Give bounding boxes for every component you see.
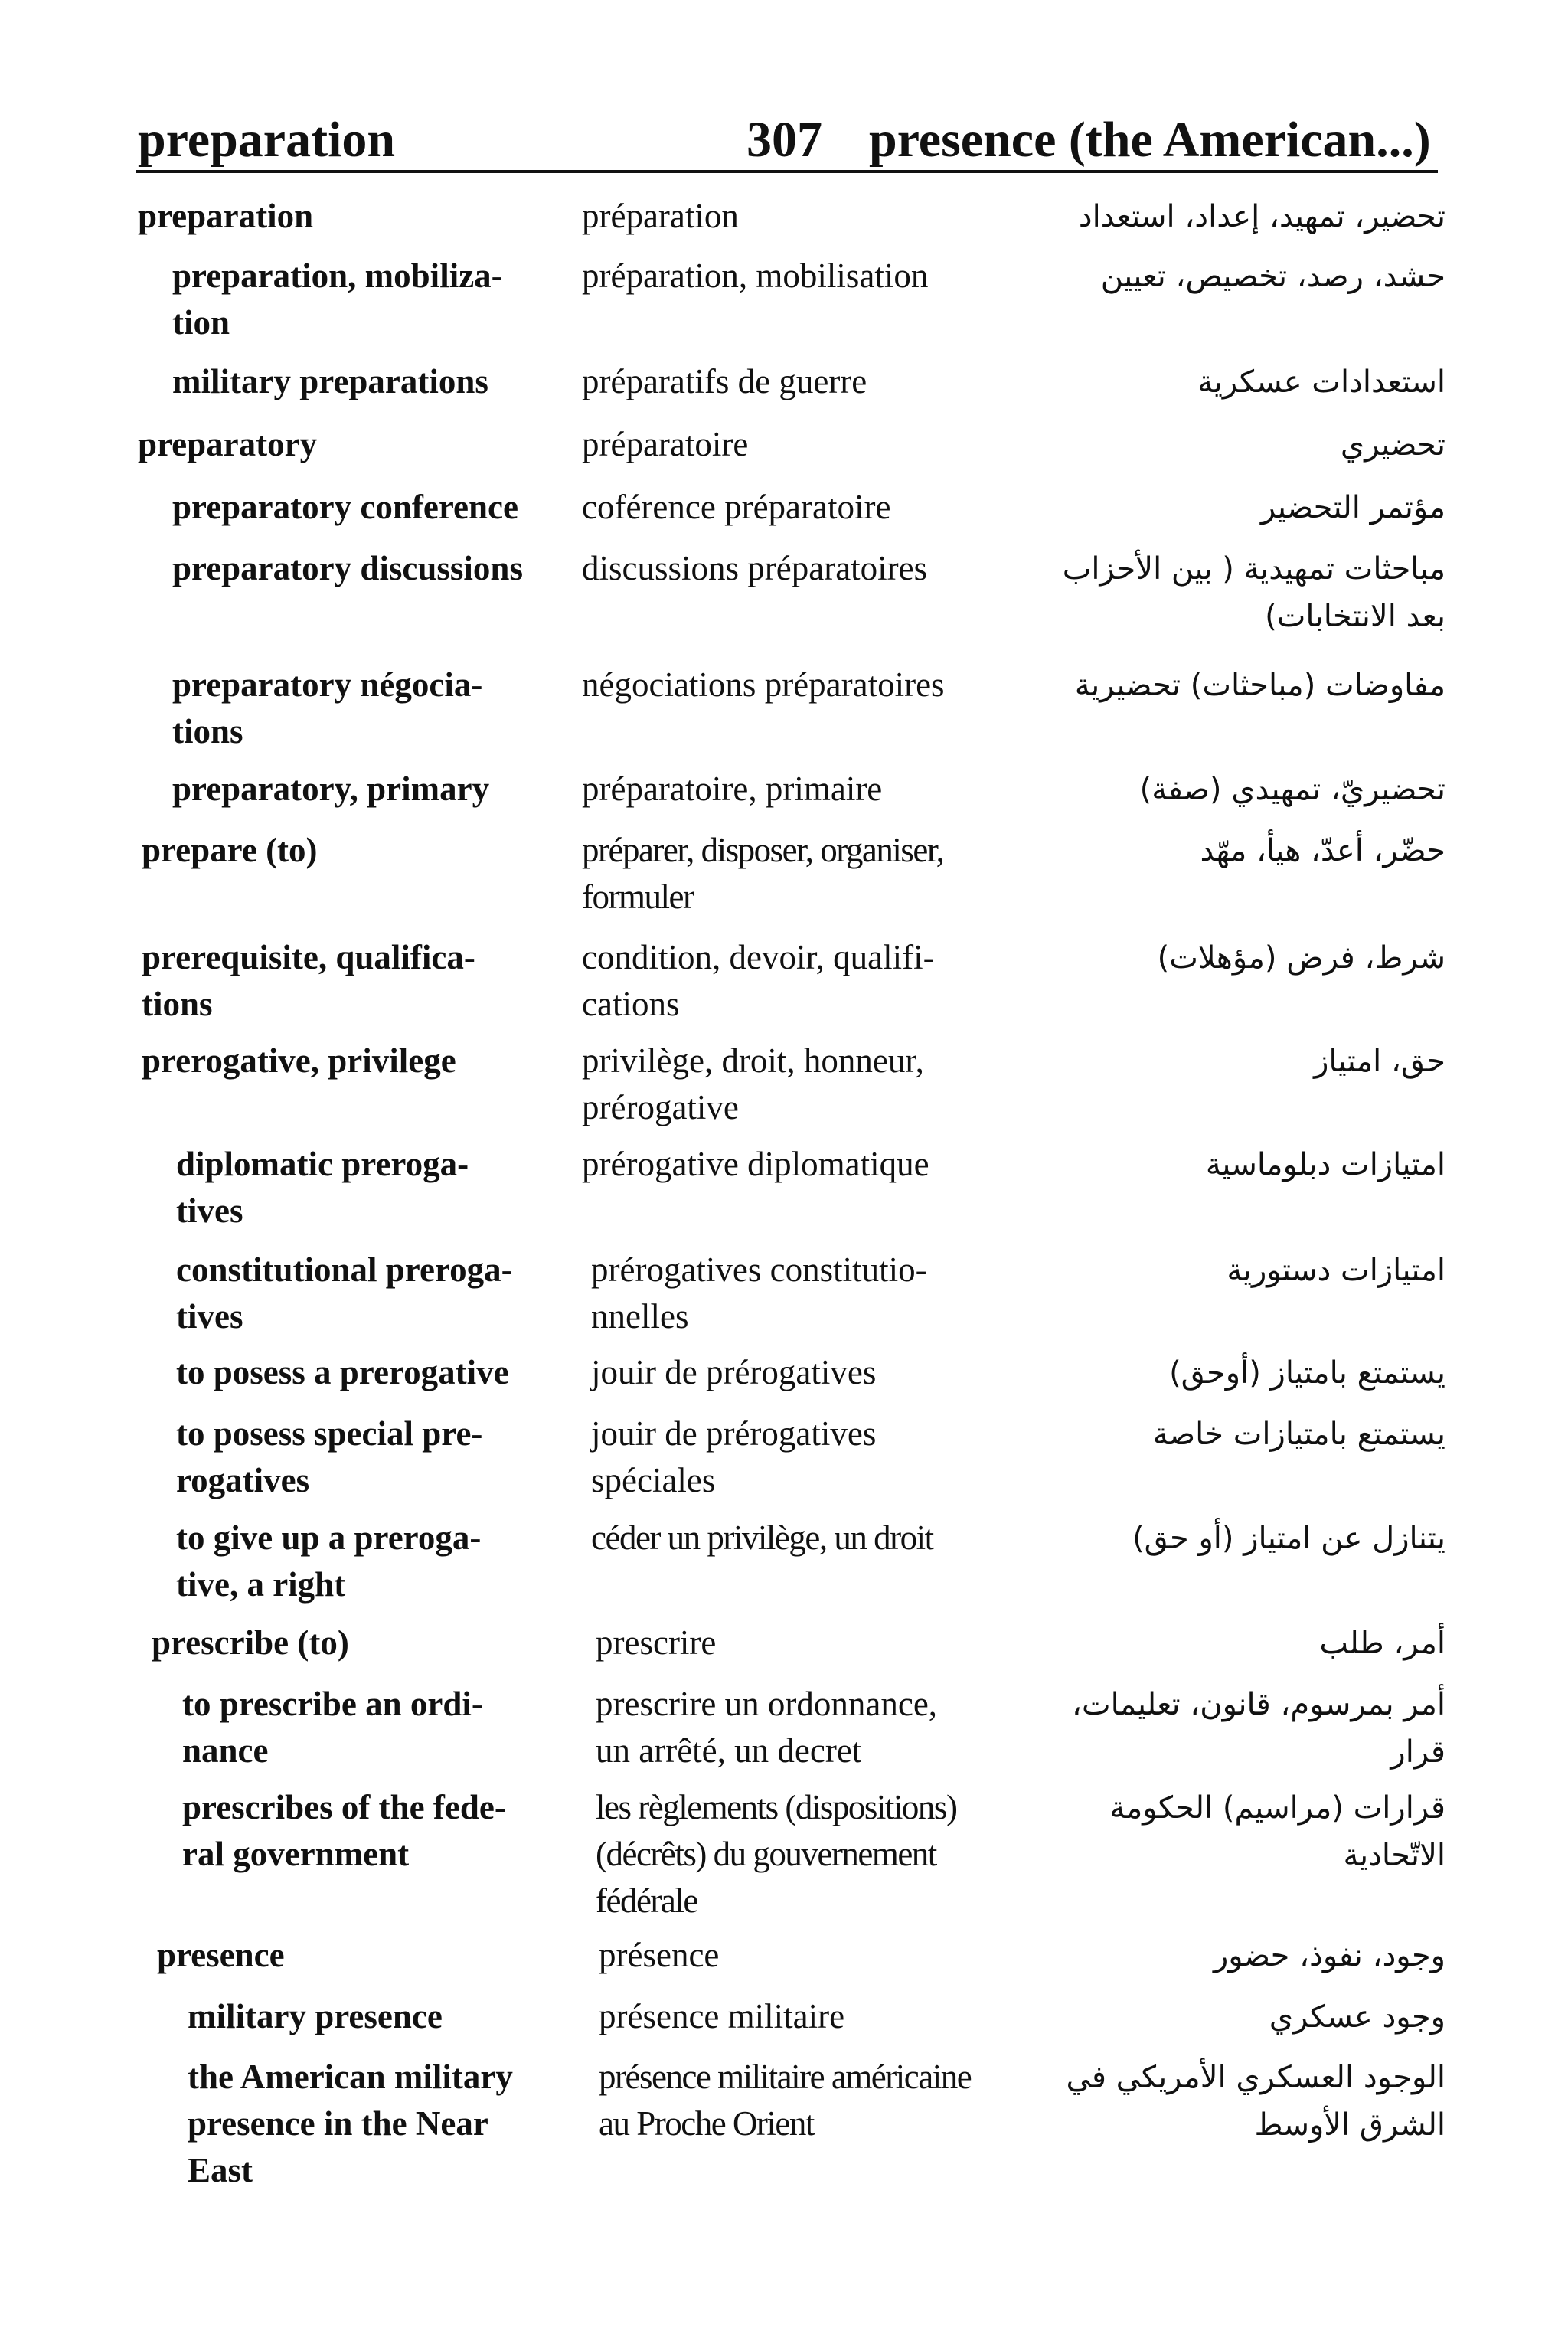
arabic-term: الوجود العسكري الأمريكي في الشرق الأوسط [1066, 2060, 1446, 2143]
english-term: preparation [138, 197, 314, 235]
arabic-term: استعدادات عسكرية [1197, 365, 1446, 400]
french-term: les règlements (dispositions) (décrêts) du gouvernement fédérale [596, 1788, 957, 1920]
french-term: présence militaire américaine au Proche Orient [599, 2058, 972, 2143]
header-right-guide-word: presence (the American...) [869, 112, 1431, 168]
arabic-term: تحضيريّ، تمهيدي (صفة) [1139, 772, 1446, 807]
arabic-term: قرارات (مراسيم) الحكومة الاتّحادية [1109, 1790, 1446, 1873]
english-term: constitutional preroga- tives [176, 1250, 513, 1335]
arabic-term: حق، امتياز [1314, 1044, 1446, 1079]
english-term: preparation, mobiliza- tion [172, 257, 503, 342]
arabic-term: وجود، نفوذ، حضور [1213, 1938, 1446, 1973]
page-number: 307 [746, 112, 822, 168]
english-term: diplomatic preroga- tives [176, 1145, 469, 1230]
header-rule [136, 170, 1438, 173]
arabic-term: امتيازات دستورية [1227, 1253, 1446, 1288]
french-term: présence [599, 1936, 720, 1974]
header-left-guide-word: preparation [138, 112, 396, 168]
arabic-term: امتيازات دبلوماسية [1205, 1147, 1446, 1182]
arabic-term: وجود عسكري [1269, 1999, 1446, 2035]
english-term: presence [157, 1936, 285, 1974]
english-term: preparatory négocia- tions [172, 665, 483, 750]
french-term: jouir de prérogatives spéciales [591, 1414, 877, 1499]
french-term: préparation [582, 197, 739, 235]
arabic-term: حشد، رصد، تخصيص، تعيين [1100, 259, 1446, 294]
french-term: négociations préparatoires [582, 665, 945, 704]
arabic-term: يستمتع بامتياز (أوحق) [1169, 1355, 1446, 1391]
french-term: discussions préparatoires [582, 549, 928, 587]
english-term: prerogative, privilege [142, 1041, 456, 1080]
english-term: military presence [188, 1997, 443, 2035]
english-term: to prescribe an ordi- nance [182, 1685, 483, 1770]
arabic-term: مؤتمر التحضير [1260, 490, 1446, 525]
french-term: présence militaire [599, 1997, 845, 2035]
french-term: préparer, disposer, organiser, formuler [582, 831, 944, 916]
french-term: préparatifs de guerre [582, 362, 867, 400]
french-term: coférence préparatoire [582, 488, 891, 526]
arabic-term: تحضيري [1340, 427, 1446, 463]
french-term: préparation, mobilisation [582, 257, 929, 295]
english-term: to posess a prerogative [176, 1353, 509, 1391]
french-term: condition, devoir, qualifi- cations [582, 938, 935, 1023]
english-term: preparatory, primary [172, 770, 490, 808]
english-term: prepare (to) [142, 831, 318, 869]
french-term: céder un privilège, un droit [591, 1519, 933, 1557]
english-term: prescribes of the fede- ral government [182, 1788, 506, 1873]
french-term: prescrire un ordonnance, un arrêté, un decret [596, 1685, 938, 1770]
english-term: to give up a preroga- tive, a right [176, 1519, 482, 1604]
french-term: privilège, droit, honneur, prérogative [582, 1041, 924, 1126]
english-term: preparatory discussions [172, 549, 523, 587]
english-term: to posess special pre- rogatives [176, 1414, 483, 1499]
arabic-term: مفاوضات (مباحثات) تحضيرية [1074, 668, 1446, 703]
french-term: prérogatives constitutio- nnelles [591, 1250, 927, 1335]
arabic-term: شرط، فرض (مؤهلات) [1157, 940, 1446, 976]
french-term: prérogative diplomatique [582, 1145, 929, 1183]
arabic-term: تحضير، تمهيد، إعداد، استعداد [1078, 199, 1446, 234]
arabic-term: حضّر، أعدّ، هيأ، مهّد [1200, 833, 1446, 868]
arabic-term: مباحثات تمهيدية ( بين الأحزاب بعد الانتخابات) [1062, 551, 1446, 634]
arabic-term: يستمتع بامتيازات خاصة [1152, 1417, 1446, 1452]
english-term: the American military presence in the Near East [188, 2058, 513, 2189]
french-term: préparatoire [582, 425, 749, 463]
english-term: prerequisite, qualifica- tions [142, 938, 475, 1023]
english-term: preparatory conference [172, 488, 518, 526]
english-term: military preparations [172, 362, 488, 400]
arabic-term: أمر، طلب [1319, 1626, 1446, 1661]
english-term: prescribe (to) [152, 1623, 349, 1662]
english-term: preparatory [138, 425, 318, 463]
french-term: préparatoire, primaire [582, 770, 883, 808]
french-term: prescrire [596, 1623, 717, 1662]
arabic-term: يتنازل عن امتياز (أو حق) [1132, 1521, 1446, 1556]
arabic-term: أمر بمرسوم، قانون، تعليمات، قرار [1072, 1687, 1446, 1770]
french-term: jouir de prérogatives [591, 1353, 877, 1391]
